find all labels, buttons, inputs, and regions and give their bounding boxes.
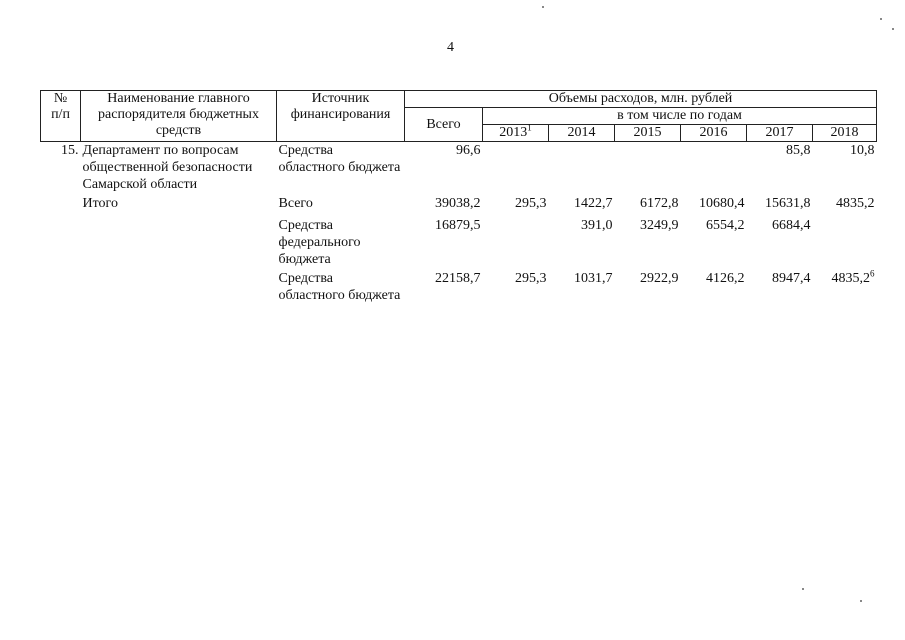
row-name: Департамент по вопросам общественной безопасности Самарской области [82, 143, 253, 192]
row-2013 [483, 142, 549, 195]
header-year-2016: 2016 [681, 125, 747, 142]
scan-speck [860, 600, 862, 602]
page-number: 4 [447, 40, 454, 55]
row-name [81, 270, 277, 323]
row-2017: 15631,8 [765, 195, 811, 211]
scan-speck [802, 588, 804, 590]
row-number [41, 270, 81, 323]
header-year-2017: 2017 [747, 125, 813, 142]
row-2016: 6554,2 [706, 217, 745, 233]
row-source: Средства областного бюджета [278, 143, 401, 175]
row-total: 16879,5 [435, 217, 481, 233]
row-source: Всего [278, 195, 313, 211]
scan-speck [892, 28, 894, 30]
header-year-2018: 2018 [813, 125, 877, 142]
row-2015: 6172,8 [640, 195, 679, 211]
table-row [41, 142, 877, 195]
row-2014: 391,0 [581, 217, 613, 233]
table-row [41, 195, 877, 217]
row-source: Средства областного бюджета [278, 270, 401, 303]
row-total: 96,6 [456, 143, 481, 158]
row-2015: 2922,9 [640, 270, 679, 286]
row-2013: 295,3 [515, 195, 547, 211]
footnote-marker: 6 [870, 267, 875, 278]
row-2016: 4126,2 [706, 270, 745, 286]
row-2014: 1422,7 [574, 195, 613, 211]
header-number: № п/п [41, 91, 81, 142]
scan-speck [542, 6, 544, 8]
row-total: 22158,7 [435, 270, 481, 286]
header-by-years: в том числе по годам [483, 108, 877, 125]
row-total: 39038,2 [435, 195, 481, 211]
table-header [41, 91, 877, 142]
footnote-marker: 1 [527, 122, 532, 133]
table-row [41, 217, 877, 270]
row-2017: 85,8 [786, 143, 811, 158]
header-year-2015: 2015 [615, 125, 681, 142]
header-year-2013: 2013$^1$ [483, 125, 549, 142]
header-name: Наименование главного распорядителя бюджетных средств [81, 91, 277, 142]
row-source: Средства федерального бюджета [278, 217, 361, 267]
row-number: 15. [61, 143, 79, 158]
header-source: Источник финансирования [277, 91, 405, 142]
row-2017: 6684,4 [772, 217, 811, 233]
row-2015 [615, 142, 681, 195]
budget-table [40, 90, 877, 323]
row-2014: 1031,7 [574, 270, 613, 286]
row-2017: 8947,4 [772, 270, 811, 286]
row-2016 [681, 142, 747, 195]
header-total: Всего [405, 108, 483, 142]
row-2018: 4835,2 [836, 195, 875, 211]
row-number [41, 217, 81, 270]
row-2013: 295,3 [515, 270, 547, 286]
header-year-2014: 2014 [549, 125, 615, 142]
row-2018 [813, 217, 877, 270]
header-row-1 [41, 91, 877, 108]
row-name [81, 217, 277, 270]
header-volumes: Объемы расходов, млн. рублей [405, 91, 877, 108]
row-2016: 10680,4 [699, 195, 745, 211]
row-name: Итого [82, 195, 118, 211]
table-body [41, 142, 877, 323]
row-2018: 4835,2$^6$ [831, 267, 875, 286]
row-2015: 3249,9 [640, 217, 679, 233]
table-row [41, 270, 877, 323]
row-2018: 10,8 [850, 143, 875, 158]
row-2013 [483, 217, 549, 270]
row-number [41, 195, 81, 217]
scan-speck [880, 18, 882, 20]
row-2014 [549, 142, 615, 195]
